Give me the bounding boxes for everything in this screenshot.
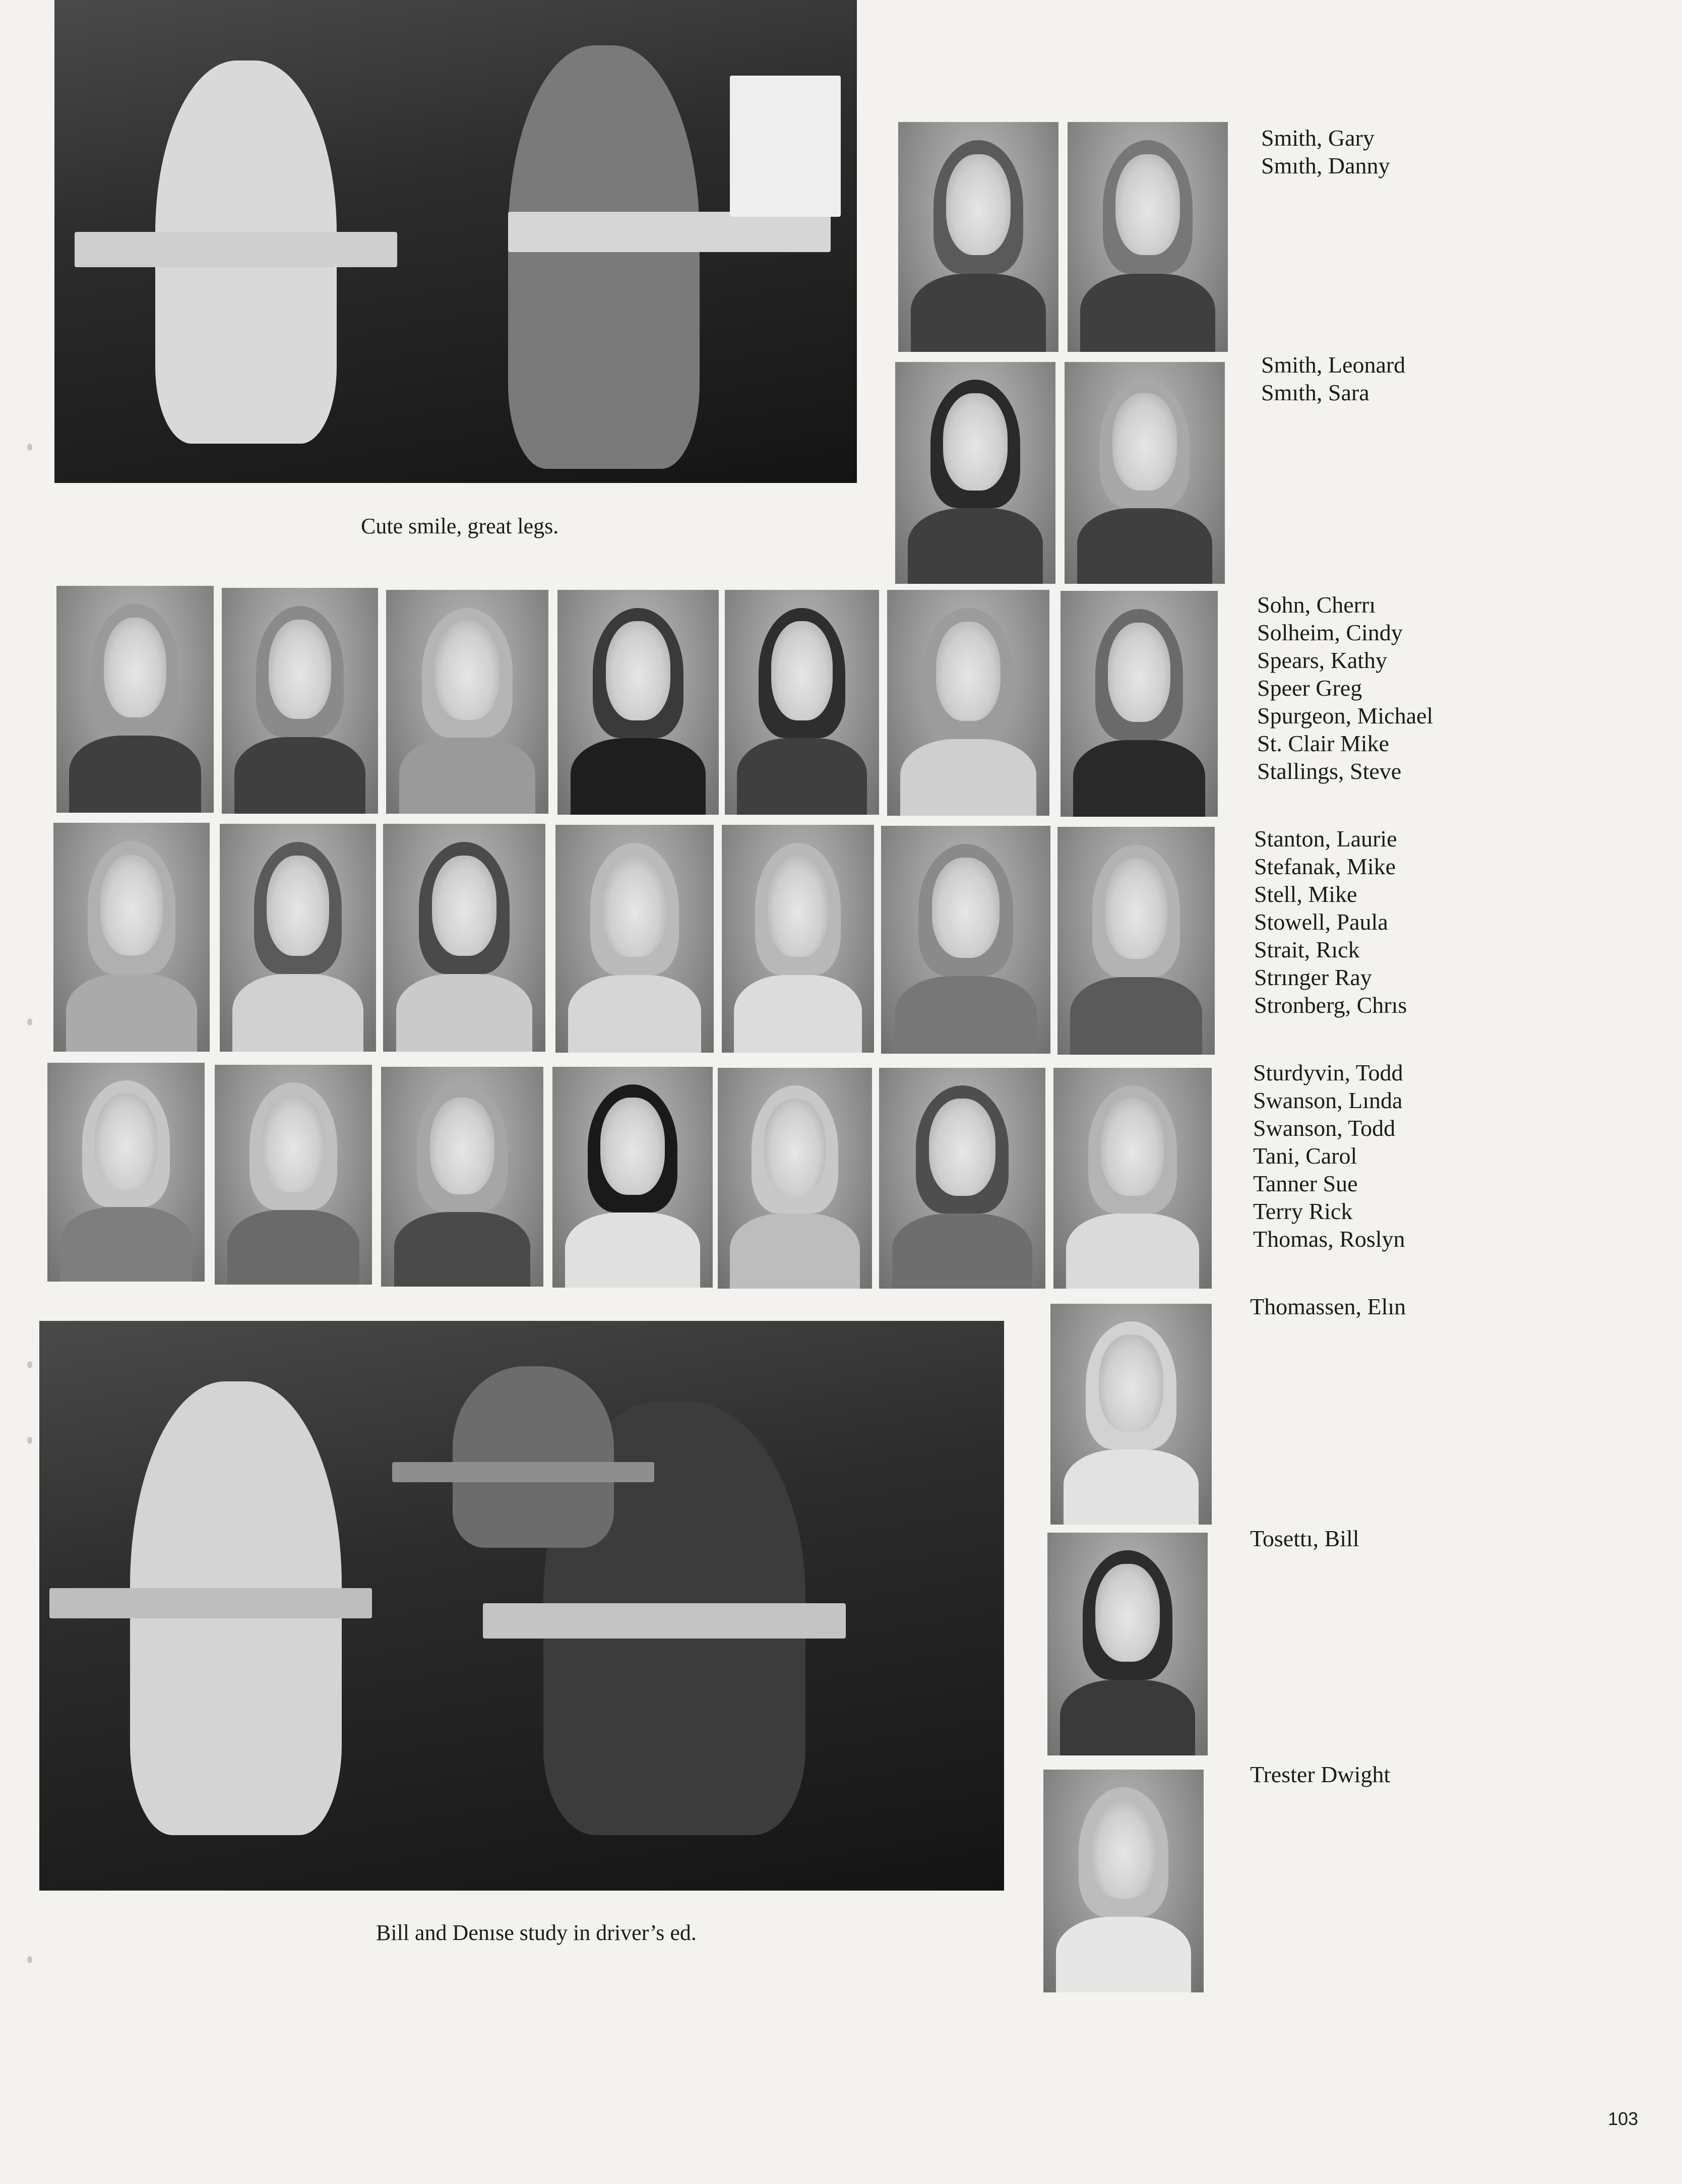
binding-hole	[27, 1361, 32, 1368]
portrait	[898, 122, 1058, 352]
student-name: Smith, Leonard	[1261, 352, 1406, 378]
student-name: Stallings, Steve	[1257, 758, 1402, 784]
name-list-trester	[1250, 1761, 1390, 1788]
student-name: Sohn, Cherrı	[1257, 592, 1376, 618]
student-name: Tosettı, Bill	[1250, 1526, 1359, 1551]
portrait	[881, 826, 1050, 1054]
portrait	[1057, 827, 1215, 1055]
student-name: Stanton, Laurie	[1254, 826, 1397, 852]
desk	[508, 212, 831, 252]
portrait	[552, 1067, 713, 1288]
portrait	[895, 362, 1055, 584]
name-list-thomassen	[1250, 1293, 1406, 1320]
page-number: 103	[1608, 2108, 1639, 2129]
student-name: Speer Greg	[1257, 675, 1362, 701]
student-name: Tanner Sue	[1253, 1171, 1358, 1196]
student-name: Thomassen, Elın	[1250, 1294, 1406, 1319]
paper	[730, 76, 841, 217]
portrait	[381, 1067, 543, 1287]
binding-hole	[27, 1437, 32, 1444]
portrait	[222, 588, 378, 814]
portrait	[718, 1068, 872, 1289]
portrait	[1053, 1068, 1212, 1289]
portrait	[1047, 1533, 1208, 1755]
student-name: Strınger Ray	[1254, 964, 1372, 990]
student-name: Strait, Rıck	[1254, 937, 1360, 962]
portrait	[887, 590, 1049, 816]
student-name: Stefanak, Mike	[1254, 854, 1396, 879]
portrait	[555, 825, 714, 1053]
student-name: Thomas, Roslyn	[1253, 1226, 1405, 1252]
name-list-smith-leonard-sara	[1261, 351, 1405, 406]
portrait	[1050, 1304, 1212, 1525]
student-name: Smıth, Sara	[1261, 380, 1369, 405]
student-name: St. Clair Mike	[1257, 731, 1389, 756]
portrait	[383, 824, 545, 1052]
portrait	[56, 586, 214, 813]
portrait	[879, 1068, 1045, 1289]
name-list-smith-gary-danny	[1261, 124, 1390, 179]
desk	[392, 1462, 654, 1482]
portrait	[220, 824, 376, 1052]
portrait	[47, 1063, 205, 1282]
binding-hole	[27, 1956, 32, 1963]
desk	[483, 1603, 846, 1639]
name-list-row4	[1254, 825, 1407, 1019]
name-list-tosetti	[1250, 1525, 1359, 1552]
desk	[75, 232, 397, 267]
student-name: Stowell, Paula	[1254, 909, 1388, 935]
student-name: Trester Dwight	[1250, 1762, 1391, 1787]
student-name: Swanson, Lında	[1253, 1087, 1403, 1113]
portrait	[557, 590, 719, 815]
student-name: Solheim, Cindy	[1257, 620, 1403, 645]
student-figure	[453, 1366, 614, 1548]
student-name: Swanson, Todd	[1253, 1115, 1396, 1141]
binding-hole	[27, 1018, 32, 1025]
name-list-row3	[1257, 591, 1433, 785]
portrait	[386, 590, 548, 814]
student-name: Spears, Kathy	[1257, 647, 1388, 673]
portrait	[1043, 1770, 1204, 1992]
student-name: Terry Rick	[1253, 1198, 1353, 1224]
student-name: Tani, Carol	[1253, 1143, 1357, 1169]
name-list-row5	[1253, 1059, 1405, 1253]
portrait	[1065, 362, 1225, 584]
caption-bottom-photo: Bill and Denıse study in driver’s ed.	[376, 1920, 697, 1945]
desk	[49, 1588, 372, 1618]
portrait	[53, 823, 210, 1052]
student-name: Stell, Mike	[1254, 881, 1357, 907]
portrait	[215, 1065, 372, 1285]
candid-photo-drivers-ed	[39, 1321, 1004, 1891]
portrait	[1068, 122, 1228, 352]
portrait	[725, 590, 879, 815]
student-name: Spurgeon, Michael	[1257, 703, 1434, 729]
caption-top-photo: Cute smile, great legs.	[361, 514, 559, 538]
portrait	[1061, 591, 1218, 817]
portrait	[722, 825, 874, 1053]
student-figure	[508, 45, 700, 469]
student-name: Smith, Gary	[1261, 125, 1375, 151]
student-name: Smıth, Danny	[1261, 153, 1390, 178]
student-name: Sturdyvin, Todd	[1253, 1060, 1403, 1085]
binding-hole	[27, 444, 32, 451]
student-name: Stronberg, Chrıs	[1254, 992, 1407, 1018]
candid-photo-classroom-top	[54, 0, 857, 483]
